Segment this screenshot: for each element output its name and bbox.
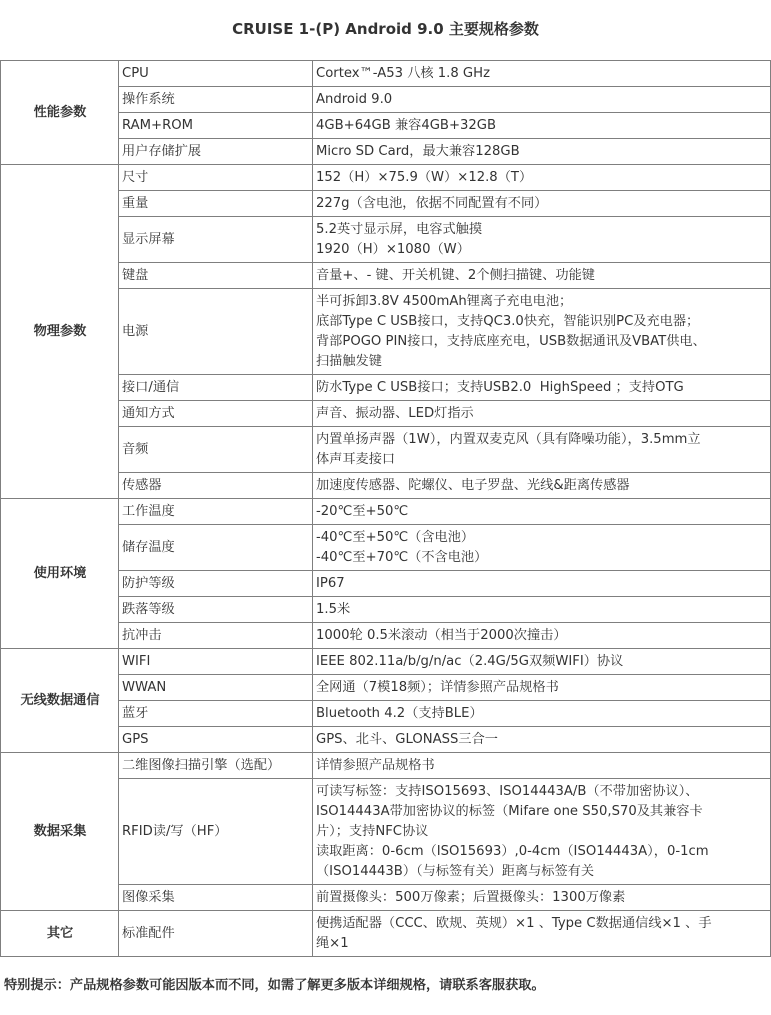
spec-row	[1, 649, 771, 675]
spec-item-label: 图像采集	[119, 885, 313, 911]
spec-item-value	[313, 191, 771, 217]
spec-item-value	[313, 779, 771, 885]
spec-value-line: 底部Type C USB接口，支持QC3.0快充，智能识别PC及充电器；	[316, 313, 700, 329]
spec-item-label: 音频	[119, 427, 313, 473]
category-label: 物理参数	[1, 165, 119, 499]
spec-value-line: 5.2英寸显示屏，电容式触摸	[316, 221, 483, 237]
spec-value-line: Bluetooth 4.2（支持BLE）	[316, 705, 483, 721]
spec-value-line: Android 9.0	[316, 91, 393, 107]
spec-value-line: 半可拆卸3.8V 4500mAh锂离子充电电池；	[316, 293, 573, 309]
spec-item-label: 标准配件	[119, 911, 313, 957]
spec-value-line: 详情参照产品规格书	[316, 757, 435, 773]
spec-row	[1, 165, 771, 191]
spec-item-label: 跌落等级	[119, 597, 313, 623]
spec-value-line: 防水Type C USB接口；支持USB2.0 HighSpeed ；支持OTG	[316, 379, 684, 395]
spec-item-label: 接口/通信	[119, 375, 313, 401]
spec-item-value	[313, 87, 771, 113]
spec-item-label: 蓝牙	[119, 701, 313, 727]
spec-item-value	[313, 701, 771, 727]
spec-value-line: IEEE 802.11a/b/g/n/ac（2.4G/5G双频WIFI）协议	[316, 653, 624, 669]
spec-item-value	[313, 473, 771, 499]
spec-value-line: 152（H）×75.9（W）×12.8（T）	[316, 169, 533, 185]
spec-item-label: 传感器	[119, 473, 313, 499]
spec-item-value	[313, 263, 771, 289]
spec-value-line: 可读写标签：支持ISO15693、ISO14443A/B（不带加密协议）、	[316, 783, 699, 799]
spec-table	[0, 60, 771, 957]
spec-value-line: 内置单扬声器（1W），内置双麦克风（具有降噪功能），3.5mm立	[316, 431, 701, 447]
spec-item-value	[313, 649, 771, 675]
spec-value-line: 背部POGO PIN接口，支持底座充电，USB数据通讯及VBAT供电、	[316, 333, 706, 349]
spec-item-label: 显示屏幕	[119, 217, 313, 263]
spec-item-value	[313, 113, 771, 139]
spec-value-line: 加速度传感器、陀螺仪、电子罗盘、光线&距离传感器	[316, 477, 630, 493]
spec-item-value	[313, 911, 771, 957]
spec-value-line: ISO14443A带加密协议的标签（Mifare one S50,S70及其兼容卡	[316, 803, 703, 819]
category-label: 性能参数	[1, 61, 119, 165]
spec-item-value	[313, 401, 771, 427]
spec-value-line: GPS、北斗、GLONASS三合一	[316, 731, 498, 747]
spec-value-line: -40℃至+70℃（不含电池）	[316, 549, 488, 565]
spec-value-line: 体声耳麦接口	[316, 451, 396, 467]
spec-value-line: 声音、振动器、LED灯指示	[316, 405, 474, 421]
spec-value-line: 全网通（7模18频）；详情参照产品规格书	[316, 679, 559, 695]
spec-item-label: 电源	[119, 289, 313, 375]
spec-item-label: 二维图像扫描引擎（选配）	[119, 753, 313, 779]
spec-value-line: IP67	[316, 575, 345, 591]
spec-row	[1, 499, 771, 525]
category-label: 无线数据通信	[1, 649, 119, 753]
spec-item-value	[313, 427, 771, 473]
spec-item-label: WWAN	[119, 675, 313, 701]
spec-item-value	[313, 885, 771, 911]
spec-item-value	[313, 165, 771, 191]
spec-value-line: 4GB+64GB 兼容4GB+32GB	[316, 117, 497, 133]
spec-value-line: 便携适配器（CCC、欧规、英规）×1 、Type C数据通信线×1 、手	[316, 915, 712, 931]
spec-value-line: （ISO14443B）（与标签有关）距离与标签有关	[316, 863, 595, 879]
spec-item-label: RAM+ROM	[119, 113, 313, 139]
spec-item-label: 尺寸	[119, 165, 313, 191]
spec-item-label: 用户存储扩展	[119, 139, 313, 165]
spec-row	[1, 911, 771, 957]
spec-item-value	[313, 525, 771, 571]
spec-item-label: 通知方式	[119, 401, 313, 427]
spec-value-line: -20℃至+50℃	[316, 503, 409, 519]
spec-item-value	[313, 571, 771, 597]
spec-value-line: Micro SD Card，最大兼容128GB	[316, 143, 520, 159]
spec-item-value	[313, 61, 771, 87]
spec-item-value	[313, 753, 771, 779]
spec-table-body	[1, 61, 771, 957]
spec-item-value	[313, 675, 771, 701]
category-label: 数据采集	[1, 753, 119, 911]
spec-item-label: 抗冲击	[119, 623, 313, 649]
spec-item-value	[313, 623, 771, 649]
spec-item-value	[313, 375, 771, 401]
spec-value-line: 227g（含电池，依据不同配置有不同）	[316, 195, 548, 211]
spec-item-value	[313, 217, 771, 263]
category-label: 使用环境	[1, 499, 119, 649]
spec-item-value	[313, 597, 771, 623]
spec-item-value	[313, 499, 771, 525]
spec-item-label: RFID读/写（HF）	[119, 779, 313, 885]
spec-item-value	[313, 727, 771, 753]
spec-value-line: 扫描触发键	[316, 353, 382, 369]
spec-value-line: 1000轮 0.5米滚动（相当于2000次撞击）	[316, 627, 567, 643]
spec-row	[1, 753, 771, 779]
spec-item-label: 重量	[119, 191, 313, 217]
spec-value-line: -40℃至+50℃（含电池）	[316, 529, 475, 545]
category-label: 其它	[1, 911, 119, 957]
spec-value-line: 1920（H）×1080（W）	[316, 241, 470, 257]
spec-value-line: 读取距离：0-6cm（ISO15693）,0-4cm（ISO14443A），0-1cm	[316, 843, 709, 859]
spec-item-label: 操作系统	[119, 87, 313, 113]
spec-item-label: 工作温度	[119, 499, 313, 525]
spec-item-label: CPU	[119, 61, 313, 87]
spec-value-line: Cortex™-A53 八核 1.8 GHz	[316, 65, 490, 81]
spec-value-line: 片）；支持NFC协议	[316, 823, 429, 839]
spec-value-line: 绳×1	[316, 935, 349, 951]
spec-item-value	[313, 289, 771, 375]
spec-row	[1, 61, 771, 87]
page-title: CRUISE 1-(P) Android 9.0 主要规格参数	[232, 20, 539, 38]
spec-value-line: 音量+、- 键、开关机键、2个侧扫描键、功能键	[316, 267, 595, 283]
spec-item-label: 键盘	[119, 263, 313, 289]
spec-item-label: 防护等级	[119, 571, 313, 597]
footer-note: 特别提示：产品规格参数可能因版本而不同，如需了解更多版本详细规格，请联系客服获取。	[4, 978, 545, 993]
spec-value-line: 前置摄像头：500万像素；后置摄像头：1300万像素	[316, 889, 626, 905]
spec-item-label: WIFI	[119, 649, 313, 675]
spec-item-value	[313, 139, 771, 165]
spec-value-line: 1.5米	[316, 601, 351, 617]
spec-item-label: 储存温度	[119, 525, 313, 571]
spec-item-label: GPS	[119, 727, 313, 753]
